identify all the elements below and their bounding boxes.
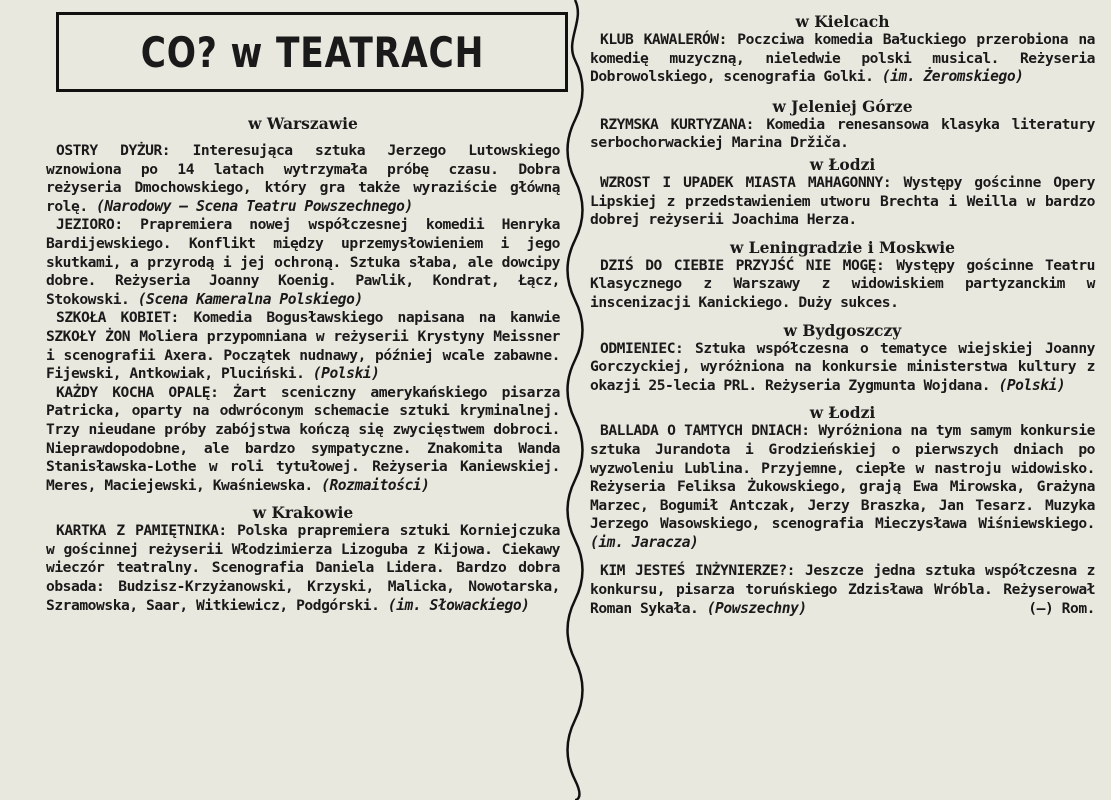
review-venue: (im. Słowackiego) bbox=[387, 596, 530, 614]
review-title: KIM JESTEŚ INŻYNIERZE?: bbox=[600, 562, 796, 580]
review-text: Sztuka współczesna o tematyce wiejskiej Joanny Gorczyckiej, wyróżniona na konkursie ministerstwa kultury z okazji 25-lecia PRL. Reżyseria Zygmunta Wojdana. bbox=[590, 339, 1095, 394]
column-divider-wave bbox=[560, 0, 590, 800]
review-venue: (Polski) bbox=[312, 365, 380, 383]
review-kartka-z-pamietnika bbox=[46, 522, 560, 615]
review-venue: (im. Jaracza) bbox=[590, 533, 699, 551]
review-text: Żart sceniczny amerykańskiego pisarza Patricka, oparty na odwróconym schemacie sztuki kryminalnej. Trzy nieudane próby zabójstwa kończą się zwycięstwem dobroci. Nieprawdopodobne, ale bardzo sympatyczne. Znakomita Wanda Stanisławska-Lothe w roli tytułowej. Reżyseria Kaniewskiej. Meres, Maciejewski, Kwaśniewska. bbox=[46, 383, 560, 494]
author-signature: (—) Rom. bbox=[1028, 599, 1095, 617]
review-dzis-do-ciebie bbox=[590, 257, 1095, 313]
review-title: WZROST I UPADEK MIASTA MAHAGONNY: bbox=[600, 173, 892, 191]
review-venue: (Powszechny) bbox=[706, 599, 807, 617]
review-title: ODMIENIEC: bbox=[600, 339, 684, 357]
review-mahagonny bbox=[590, 174, 1095, 230]
city-heading-lodz-2: w Łodzi bbox=[809, 403, 876, 423]
city-heading-krakow: w Krakowie bbox=[252, 503, 354, 523]
review-text: Wyróżniona na tym samym konkursie sztuka Jurandota i Grodzieńskiej o pierwszych dniach po wyzwoleniu Lublina. Przyjemne, ciepłe w nastroju widowisko. Reżyseria Feliksa Żukowskiego, grają Ewa Mirowska, Grażyna Marzec, Bogumił Antczak, Jerzy Braszka, Jan Tesarz. Muzyka Jerzego Wasowskiego, scenografia Mieczysława Wiśniewskiego. bbox=[590, 422, 1095, 533]
review-jezioro bbox=[46, 216, 560, 309]
review-title: DZIŚ DO CIEBIE PRZYJŚĆ NIE MOGĘ: bbox=[600, 256, 885, 274]
city-heading-bydgoszcz: w Bydgoszczy bbox=[783, 320, 902, 340]
review-rzymska-kurtyzana bbox=[590, 116, 1095, 153]
review-venue: (im. Żeromskiego) bbox=[881, 68, 1024, 86]
review-text: Polska prapremiera sztuki Korniejczuka w gościnnej reżyserii Włodzimierza Lizoguba z Kijowa. Ciekawy wieczór teatralny. Scenografia Daniela Lidera. Bardzo dobra obsada: Budzisz-Krzyżanowski, Krzyski, Malicka, Nowotarska, Szramowska, Saar, Witkiewicz, Podgórski. bbox=[46, 522, 561, 614]
review-ballada bbox=[590, 422, 1095, 552]
city-heading-jelenia-gora: w Jeleniej Górze bbox=[772, 96, 913, 116]
review-title: BALLADA O TAMTYCH DNIACH: bbox=[600, 422, 810, 440]
review-text: Jeszcze jedna sztuka współczesna z konkursu, pisarza toruńskiego Zdzisława Wróbla. Reżyserował Roman Sykała. bbox=[590, 562, 1095, 617]
review-title: KLUB KAWALERÓW: bbox=[600, 31, 727, 48]
right-column bbox=[590, 0, 1095, 618]
review-text: Występy gościnne Teatru Klasycznego z Warszawy z widowiskiem partyzanckim w inscenizacji Kanickiego. Duży sukces. bbox=[590, 256, 1095, 311]
review-title: SZKOŁA KOBIET: bbox=[56, 309, 179, 327]
review-odmieniec bbox=[590, 340, 1095, 396]
city-heading-kielce: w Kielcach bbox=[795, 12, 890, 31]
review-venue: (Polski) bbox=[998, 376, 1066, 394]
page-title: CO? w TEATRACH bbox=[140, 27, 484, 77]
review-text: Poczciwa komedia Bałuckiego przerobiona na komedię muzyczną, nieledwie polski musical. Reżyseria Dobrowolskiego, scenografia Golki. bbox=[590, 31, 1096, 86]
review-kazdy-kocha-opale bbox=[46, 384, 560, 496]
review-ostry-dyzur bbox=[46, 142, 560, 216]
review-text: Prapremiera nowej współczesnej komedii Henryka Bardijewskiego. Konflikt między uprzemysłowieniem i jego skutkami, a przyrodą i jej ochroną. Sztuka słaba, ale dowcipy dobre. Reżyseria Joanny Koenig. Pawlik, Kondrat, Łącz, Stokowski. bbox=[46, 216, 560, 308]
review-title: KARTKA Z PAMIĘTNIKA: bbox=[56, 522, 227, 540]
review-text: Komedia renesansowa klasyka literatury serbochorwackiej Marina Držiča. bbox=[590, 115, 1095, 152]
left-column bbox=[46, 0, 560, 615]
review-title: OSTRY DYŻUR: bbox=[56, 142, 171, 159]
review-text: Komedia Bogusławskiego napisana na kanwie SZKOŁY ŻON Moliera przypomniana w reżyserii Krystyny Meissner i scenografii Axera. Początek nudnawy, później wcale zabawne. Fijewski, Antkowiak, Pluciński. bbox=[46, 309, 560, 383]
review-szkola-kobiet bbox=[46, 309, 560, 383]
review-venue: (Rozmaitości) bbox=[321, 476, 430, 494]
review-kim-jestes-inzynierze bbox=[590, 562, 1095, 618]
review-klub-kawalerow bbox=[590, 31, 1095, 87]
review-text: Występy gościnne Opery Lipskiej z przedstawieniem utworu Brechta i Weilla w bardzo dobrej reżyserii Joachima Herza. bbox=[590, 173, 1095, 229]
review-title: JEZIORO: bbox=[56, 216, 123, 234]
city-heading-lodz: w Łodzi bbox=[809, 154, 876, 174]
city-heading-leningrad-moskwa: w Leningradzie i Moskwie bbox=[729, 237, 956, 257]
review-title: KAŻDY KOCHA OPALĘ: bbox=[56, 383, 219, 401]
title-box bbox=[56, 12, 568, 92]
city-heading-warszawa: w Warszawie bbox=[248, 114, 358, 133]
review-venue: (Scena Kameralna Polskiego) bbox=[137, 290, 363, 308]
review-venue: (Narodowy — Scena Teatru Powszechnego) bbox=[96, 197, 413, 215]
review-title: RZYMSKA KURTYZANA: bbox=[600, 115, 755, 133]
review-text: Interesująca sztuka Jerzego Lutowskiego wznowiona po 14 latach wytrzymała próbę czasu. Dobra reżyseria Dmochowskiego, który gra także wyraziście główną rolę. bbox=[46, 142, 560, 215]
